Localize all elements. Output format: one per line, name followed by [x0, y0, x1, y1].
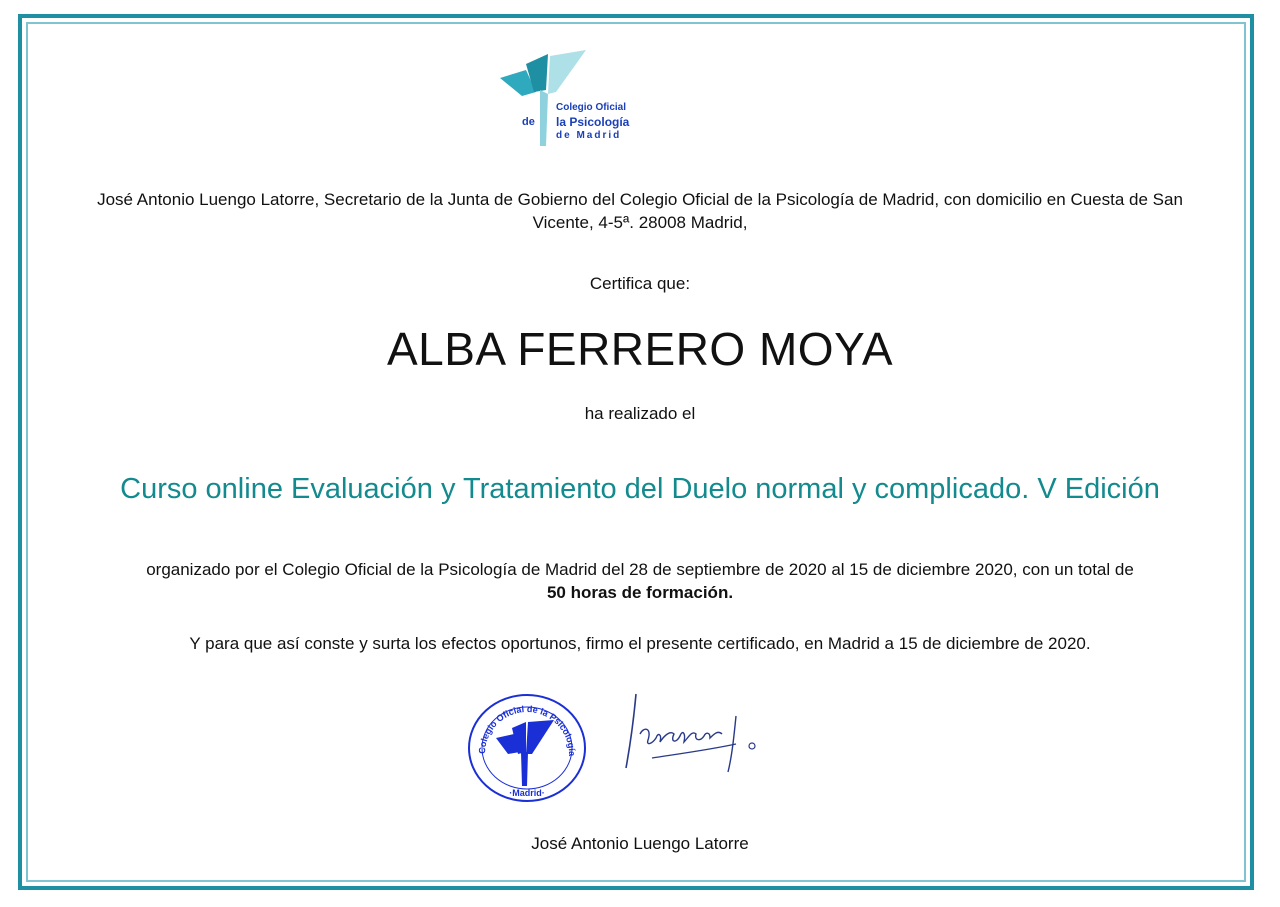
svg-text:·Madrid·: ·Madrid·	[509, 788, 545, 798]
certifica-label: Certifica que:	[589, 274, 691, 293]
realizado-label: ha realizado el	[584, 404, 696, 423]
closing-text: Y para que así conste y surta los efectos oportunos, firmo el presente certificado, en Madrid a 15 de diciembre de 2020.	[189, 634, 1091, 653]
colegio-logo	[496, 50, 651, 150]
course-title: Curso online Evaluación y Tratamiento del Duelo normal y complicado. V Edición	[120, 473, 1160, 505]
signature-scribble	[618, 686, 768, 778]
intro-paragraph	[40, 188, 1240, 234]
official-seal	[466, 692, 588, 804]
logo-text-line-2: de	[522, 116, 535, 128]
organized-paragraph	[40, 558, 1240, 604]
logo-text-line-3: la Psicología	[556, 115, 630, 129]
logo-text-line-4: de Madrid	[556, 130, 622, 141]
intro-line-1: José Antonio Luengo Latorre, Secretario de la Junta de Gobierno del Colegio Oficial de la Psicología de Madrid, con domicilio en Cuesta de San	[97, 190, 1183, 209]
seal-ring-text	[466, 692, 588, 804]
intro-line-2: Vicente, 4-5ª. 28008 Madrid,	[532, 213, 748, 232]
signature	[618, 686, 768, 778]
recipient-name: ALBA FERRERO MOYA	[386, 323, 894, 375]
signer-name: José Antonio Luengo Latorre	[531, 834, 749, 853]
hours-text: 50 horas de formación.	[546, 583, 734, 602]
logo-text-line-1: Colegio Oficial	[556, 102, 627, 113]
svg-text:Colegio Oficial de la Psicolog: Colegio Oficial de la Psicología	[476, 703, 578, 757]
organized-text: organizado por el Colegio Oficial de la Psicología de Madrid del 28 de septiembre de 2020 al 15 de diciembre 2020, con un total de	[146, 560, 1134, 579]
